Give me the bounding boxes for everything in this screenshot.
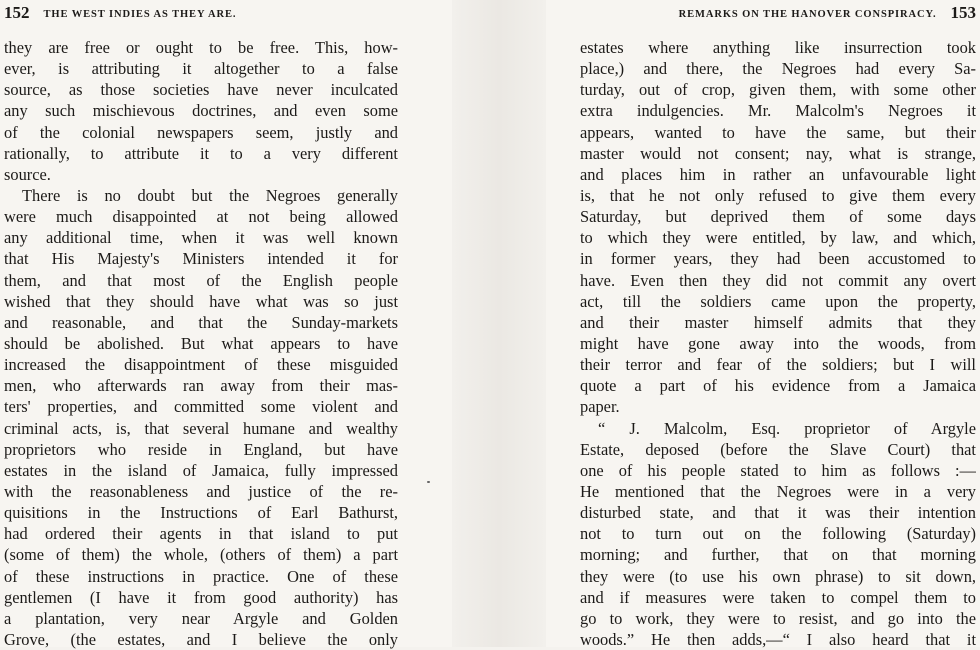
left-running-head: THE WEST INDIES AS THEY ARE. (43, 9, 237, 20)
text-line: (some of them) the whole, (others of them) a part (4, 545, 398, 565)
text-line: source, as those societies have never inculcated (4, 80, 398, 100)
text-line: to which they were entitled, by law, and which, (580, 228, 976, 248)
text-line: quote a part of his evidence from a Jamaica (580, 376, 976, 396)
text-line: one of his people stated to him as follows :— (580, 460, 976, 480)
text-line: and their master himself admits that they (580, 312, 976, 332)
text-line: paper. (580, 397, 620, 417)
left-page-header (4, 2, 398, 24)
text-line: and if measures were taken to compel them to (580, 587, 976, 607)
text-line: have. Even then they did not commit any overt (580, 270, 976, 290)
text-line: There is no doubt but the Negroes generally (22, 185, 398, 205)
text-line: Grove, (the estates, and I believe the only (4, 629, 398, 649)
right-running-head: REMARKS ON THE HANOVER CONSPIRACY. (678, 9, 937, 20)
text-line: gentlemen (I have it from good authority) has (4, 587, 398, 607)
text-line: Saturday, but deprived them of some days (580, 207, 976, 227)
text-line: proprietors who reside in England, but have (4, 439, 398, 459)
print-speck (427, 481, 430, 483)
text-line: ters' properties, and committed some violent and (4, 397, 398, 417)
text-line: criminal acts, is, that several humane and wealthy (4, 418, 398, 438)
text-line: disturbed state, and that it was their intention (580, 503, 976, 523)
text-line: and places him in rather an unfavourable light (580, 164, 976, 184)
left-page-number: 152 (4, 3, 30, 22)
text-line: they are free or ought to be free. This, how- (4, 38, 398, 57)
left-page-text (4, 37, 398, 650)
text-line: appears, wanted to have the same, but their (580, 122, 976, 142)
text-line: turday, out of crop, given them, with some other (580, 80, 976, 100)
text-line: act, till the soldiers came upon the property, (580, 291, 976, 311)
text-line: increased the disappointment of these misguided (4, 355, 398, 375)
text-line: they were (to use his own phrase) to sit down, (580, 566, 976, 586)
text-line: woods.” He then adds,—“ I also heard that it (580, 629, 976, 649)
text-line: that His Majesty's Ministers intended it for (4, 249, 398, 269)
text-line: place,) and there, the Negroes had every Sa- (580, 59, 976, 79)
text-line: go to work, they were to resist, and go into the (580, 608, 976, 628)
text-line: with the reasonableness and justice of the re- (4, 481, 398, 501)
right-page-header (586, 2, 976, 24)
right-page-number: 153 (950, 3, 976, 22)
text-line: not to turn out on the following (Saturday) (580, 524, 976, 544)
text-line: should be abolished. But what appears to have (4, 333, 398, 353)
text-line: any additional time, when it was well known (4, 228, 398, 248)
text-line: “ J. Malcolm, Esq. proprietor of Argyle (598, 418, 976, 438)
text-line: had ordered their agents in that island to put (4, 524, 398, 544)
text-line: might have gone away into the woods, from (580, 333, 976, 353)
text-line: any such mischievous doctrines, and even some (4, 101, 398, 121)
left-page (0, 0, 452, 647)
text-line: master would not consent; nay, what is strange, (580, 143, 976, 163)
right-page (546, 0, 980, 647)
text-line: a plantation, very near Argyle and Golden (4, 608, 398, 628)
text-line: of the colonial newspapers seem, justly and (4, 122, 398, 142)
text-line: extra indulgencies. Mr. Malcolm's Negroes it (580, 101, 976, 121)
text-line: source. (4, 164, 51, 184)
text-line: were much disappointed at not being allowed (4, 207, 398, 227)
text-line: He mentioned that the Negroes were in a very (580, 481, 976, 501)
text-line: wished that they should have what was so just (4, 291, 398, 311)
right-page-text (580, 37, 976, 650)
text-line: estates in the island of Jamaica, fully impressed (4, 460, 398, 480)
text-line: rationally, to attribute it to a very different (4, 143, 398, 163)
text-line: morning; and further, that on that morning (580, 545, 976, 565)
text-line: ever, is attributing it altogether to a false (4, 59, 398, 79)
text-line: and reasonable, and that the Sunday-markets (4, 312, 398, 332)
book-gutter (452, 0, 546, 647)
text-line: them, and that most of the English people (4, 270, 398, 290)
text-line: is, that he not only refused to give them every (580, 185, 976, 205)
text-line: of these instructions in practice. One of these (4, 566, 398, 586)
text-line: estates where anything like insurrection took (580, 38, 976, 57)
text-line: Estate, deposed (before the Slave Court) that (580, 439, 976, 459)
text-line: in former years, they had been accustomed to (580, 249, 976, 269)
text-line: quisitions in the Instructions of Earl Bathurst, (4, 503, 398, 523)
text-line: their terror and fear of the soldiers; but I will (580, 355, 976, 375)
text-line: men, who afterwards ran away from their mas- (4, 376, 398, 396)
